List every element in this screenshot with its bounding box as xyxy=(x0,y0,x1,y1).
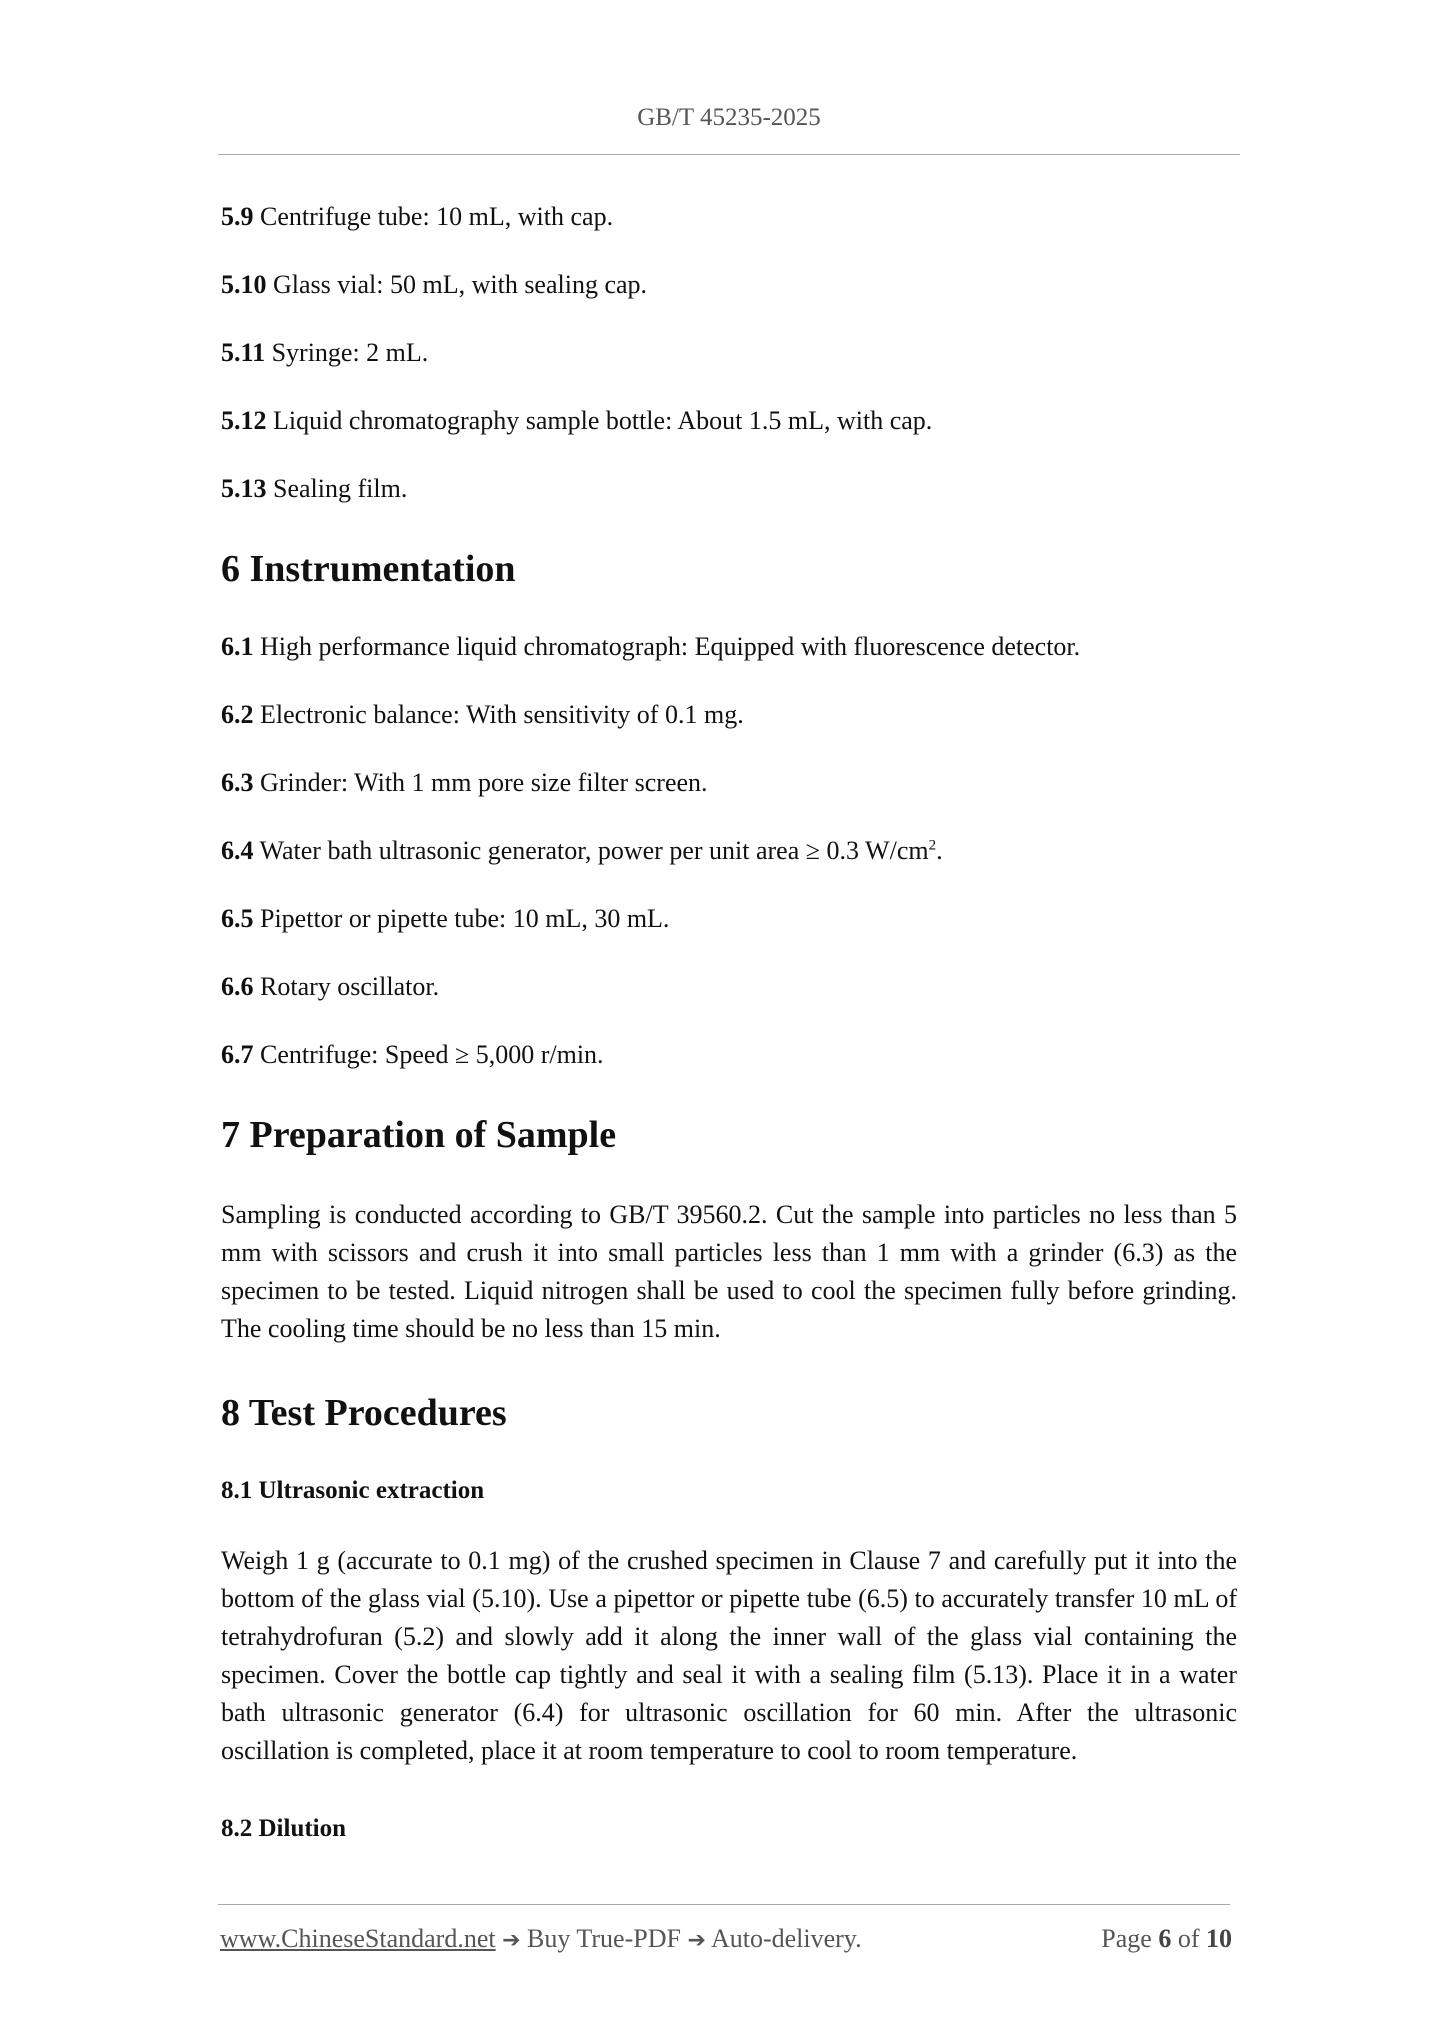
item-tail: . xyxy=(936,836,943,865)
website-link[interactable]: www.ChineseStandard.net xyxy=(220,1924,496,1953)
item-text: Electronic balance: With sensitivity of 0.1 mg. xyxy=(260,700,744,729)
item-text: High performance liquid chromatograph: Equipped with fluorescence detector. xyxy=(260,632,1081,661)
item-number: 6.1 xyxy=(221,632,254,661)
buy-text: Buy True-PDF xyxy=(527,1924,681,1953)
item-text: Centrifuge: Speed ≥ 5,000 r/min. xyxy=(260,1040,604,1069)
page-content xyxy=(221,200,1237,1880)
item-number: 5.12 xyxy=(221,406,267,435)
list-item xyxy=(221,630,1237,664)
subsection-heading: 8.1 Ultrasonic extraction xyxy=(221,1477,485,1504)
list-item xyxy=(221,404,1237,438)
item-text: Glass vial: 50 mL, with sealing cap. xyxy=(273,270,648,299)
arrow-right-icon: ➔ xyxy=(687,1928,706,1953)
item-number: 5.10 xyxy=(221,270,267,299)
arrow-right-icon: ➔ xyxy=(502,1928,521,1953)
list-item xyxy=(221,200,1237,234)
item-number: 6.5 xyxy=(221,904,254,933)
item-text: Grinder: With 1 mm pore size filter screen. xyxy=(260,768,708,797)
item-number: 6.4 xyxy=(221,836,254,865)
page-total: 10 xyxy=(1206,1924,1232,1953)
item-number: 5.11 xyxy=(221,338,266,367)
item-text: Rotary oscillator. xyxy=(260,972,440,1001)
item-text: Liquid chromatography sample bottle: About 1.5 mL, with cap. xyxy=(273,406,933,435)
list-item xyxy=(221,902,1237,936)
footer-divider xyxy=(218,1904,1230,1905)
section-heading-test-procedures: 8 Test Procedures xyxy=(221,1392,507,1434)
list-item xyxy=(221,970,1237,1004)
item-text: Centrifuge tube: 10 mL, with cap. xyxy=(260,202,614,231)
item-text: Water bath ultrasonic generator, power per unit area ≥ 0.3 W/cm xyxy=(259,836,929,865)
superscript: 2 xyxy=(928,837,937,854)
header-divider xyxy=(218,154,1240,155)
footer-promo xyxy=(220,1924,862,1954)
subsection-heading: 8.2 Dilution xyxy=(221,1815,347,1842)
item-number: 6.7 xyxy=(221,1040,254,1069)
paragraph: Sampling is conducted according to GB/T 39560.2. Cut the sample into particles no less than 5 mm with scissors and crush it into small particles less than 1 mm with a grinder (6.3) as the specimen to be tested. Liquid nitrogen shall be used to cool the specimen fully before grinding. The cooling time should be no less than 15 min. xyxy=(221,1200,1237,1343)
item-number: 6.2 xyxy=(221,700,254,729)
item-number: 5.9 xyxy=(221,202,254,231)
item-number: 6.6 xyxy=(221,972,254,1001)
of-label: of xyxy=(1177,1924,1200,1953)
document-header: GB/T 45235-2025 xyxy=(637,104,821,131)
item-number: 5.13 xyxy=(221,474,267,503)
list-item xyxy=(221,336,1237,370)
page-footer xyxy=(220,1924,1232,1960)
list-item xyxy=(221,698,1237,732)
delivery-text: Auto-delivery. xyxy=(710,1924,862,1953)
item-number: 6.3 xyxy=(221,768,254,797)
list-item xyxy=(221,268,1237,302)
section-heading-preparation: 7 Preparation of Sample xyxy=(221,1114,617,1156)
page-number xyxy=(1101,1924,1232,1954)
item-text: Syringe: 2 mL. xyxy=(271,338,429,367)
paragraph: Weigh 1 g (accurate to 0.1 mg) of the crushed specimen in Clause 7 and carefully put it into the bottom of the glass vial (5.10). Use a pipettor or pipette tube (6.5) to accurately transfer 10 mL of tetrahydrofuran (5.2) and slowly add it along the inner wall of the glass vial containing the specimen. Cover the bottle cap tightly and seal it with a sealing film (5.13). Place it in a water bath ultrasonic generator (6.4) for ultrasonic oscillation for 60 min. After the ultrasonic oscillation is completed, place it at room temperature to cool to room temperature. xyxy=(221,1546,1237,1765)
list-item xyxy=(221,472,1237,506)
section-heading-instrumentation: 6 Instrumentation xyxy=(221,548,516,590)
item-text: Sealing film. xyxy=(273,474,408,503)
page-label: Page xyxy=(1101,1924,1152,1953)
list-item xyxy=(221,766,1237,800)
item-text: Pipettor or pipette tube: 10 mL, 30 mL. xyxy=(260,904,670,933)
list-item xyxy=(221,834,1237,868)
list-item xyxy=(221,1038,1237,1072)
page-current: 6 xyxy=(1158,1924,1172,1953)
